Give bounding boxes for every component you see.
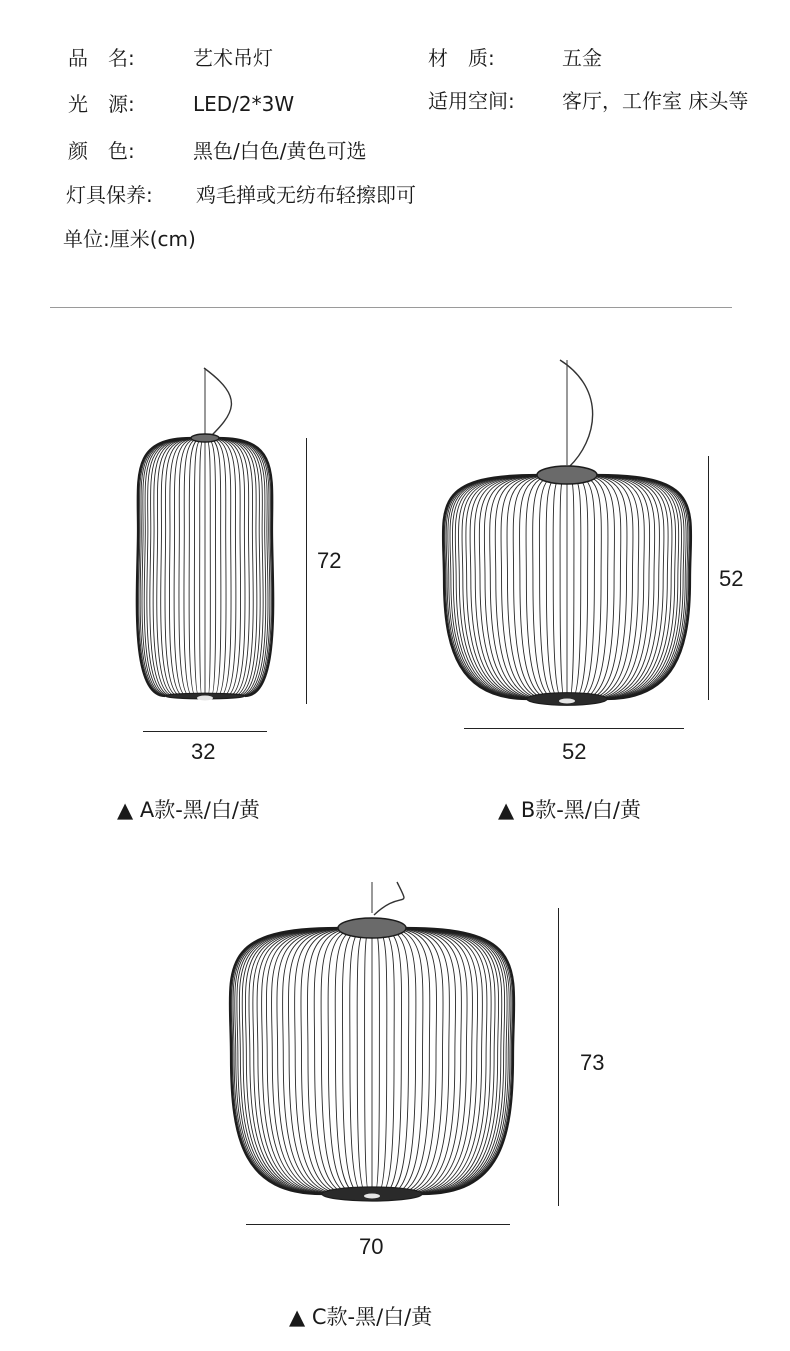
lamp-c-cage	[230, 928, 514, 1194]
lamp-b-height-label: 52	[719, 566, 744, 591]
lamp-a-cage	[137, 438, 273, 696]
lamp-a-width-label: 32	[191, 739, 216, 764]
spec-care-label: 灯具保养:	[66, 183, 153, 207]
section-divider	[50, 307, 732, 308]
lamp-c-light-emitter	[364, 1194, 380, 1199]
lamp-c-caption: ▲ C款-黑/白/黄	[289, 1305, 433, 1329]
spec-unit-label: 单位:厘米(cm)	[63, 227, 196, 251]
lamp-b-height-line	[708, 456, 709, 700]
spec-name-label: 品 名:	[68, 46, 135, 70]
spec-light-label: 光 源:	[68, 92, 135, 116]
lamp-c-width-label: 70	[359, 1234, 384, 1259]
lamp-b-power-cord	[560, 360, 593, 467]
lamp-c-height-line	[558, 908, 559, 1206]
lamp-c-power-cord	[374, 882, 404, 915]
lamp-a-illustration	[120, 360, 290, 710]
spec-name-value: 艺术吊灯	[193, 46, 273, 70]
spec-care-value: 鸡毛掸或无纺布轻擦即可	[196, 183, 416, 207]
lamp-b-top-cap	[537, 466, 597, 484]
lamp-a-top-cap	[191, 434, 219, 442]
spec-space-label: 适用空间:	[428, 89, 515, 113]
lamp-c-height-label: 73	[580, 1050, 605, 1075]
lamp-b-cage	[443, 475, 691, 699]
lamp-a-caption: ▲ A款-黑/白/黄	[117, 798, 260, 822]
lamp-a-width-line	[143, 731, 267, 732]
spec-light-value: LED/2*3W	[193, 92, 295, 116]
spec-material-value: 五金	[562, 46, 602, 70]
lamp-b-illustration	[440, 355, 710, 715]
lamp-a-height-label: 72	[317, 548, 342, 573]
lamp-a-height-line	[306, 438, 307, 704]
lamp-a-power-cord	[204, 368, 231, 440]
lamp-a-light-emitter	[197, 696, 213, 701]
spec-space-value: 客厅，工作室 床头等	[562, 89, 749, 113]
lamp-b-width-line	[464, 728, 684, 729]
spec-color-label: 颜 色:	[68, 139, 135, 163]
lamp-b-caption: ▲ B款-黑/白/黄	[498, 798, 641, 822]
spec-color-value: 黑色/白色/黄色可选	[193, 139, 367, 163]
lamp-c-width-line	[246, 1224, 510, 1225]
lamp-c-illustration	[215, 878, 545, 1208]
lamp-b-width-label: 52	[562, 739, 587, 764]
lamp-c-top-cap	[338, 918, 406, 938]
lamp-b-light-emitter	[559, 699, 575, 704]
spec-material-label: 材 质:	[428, 46, 495, 70]
